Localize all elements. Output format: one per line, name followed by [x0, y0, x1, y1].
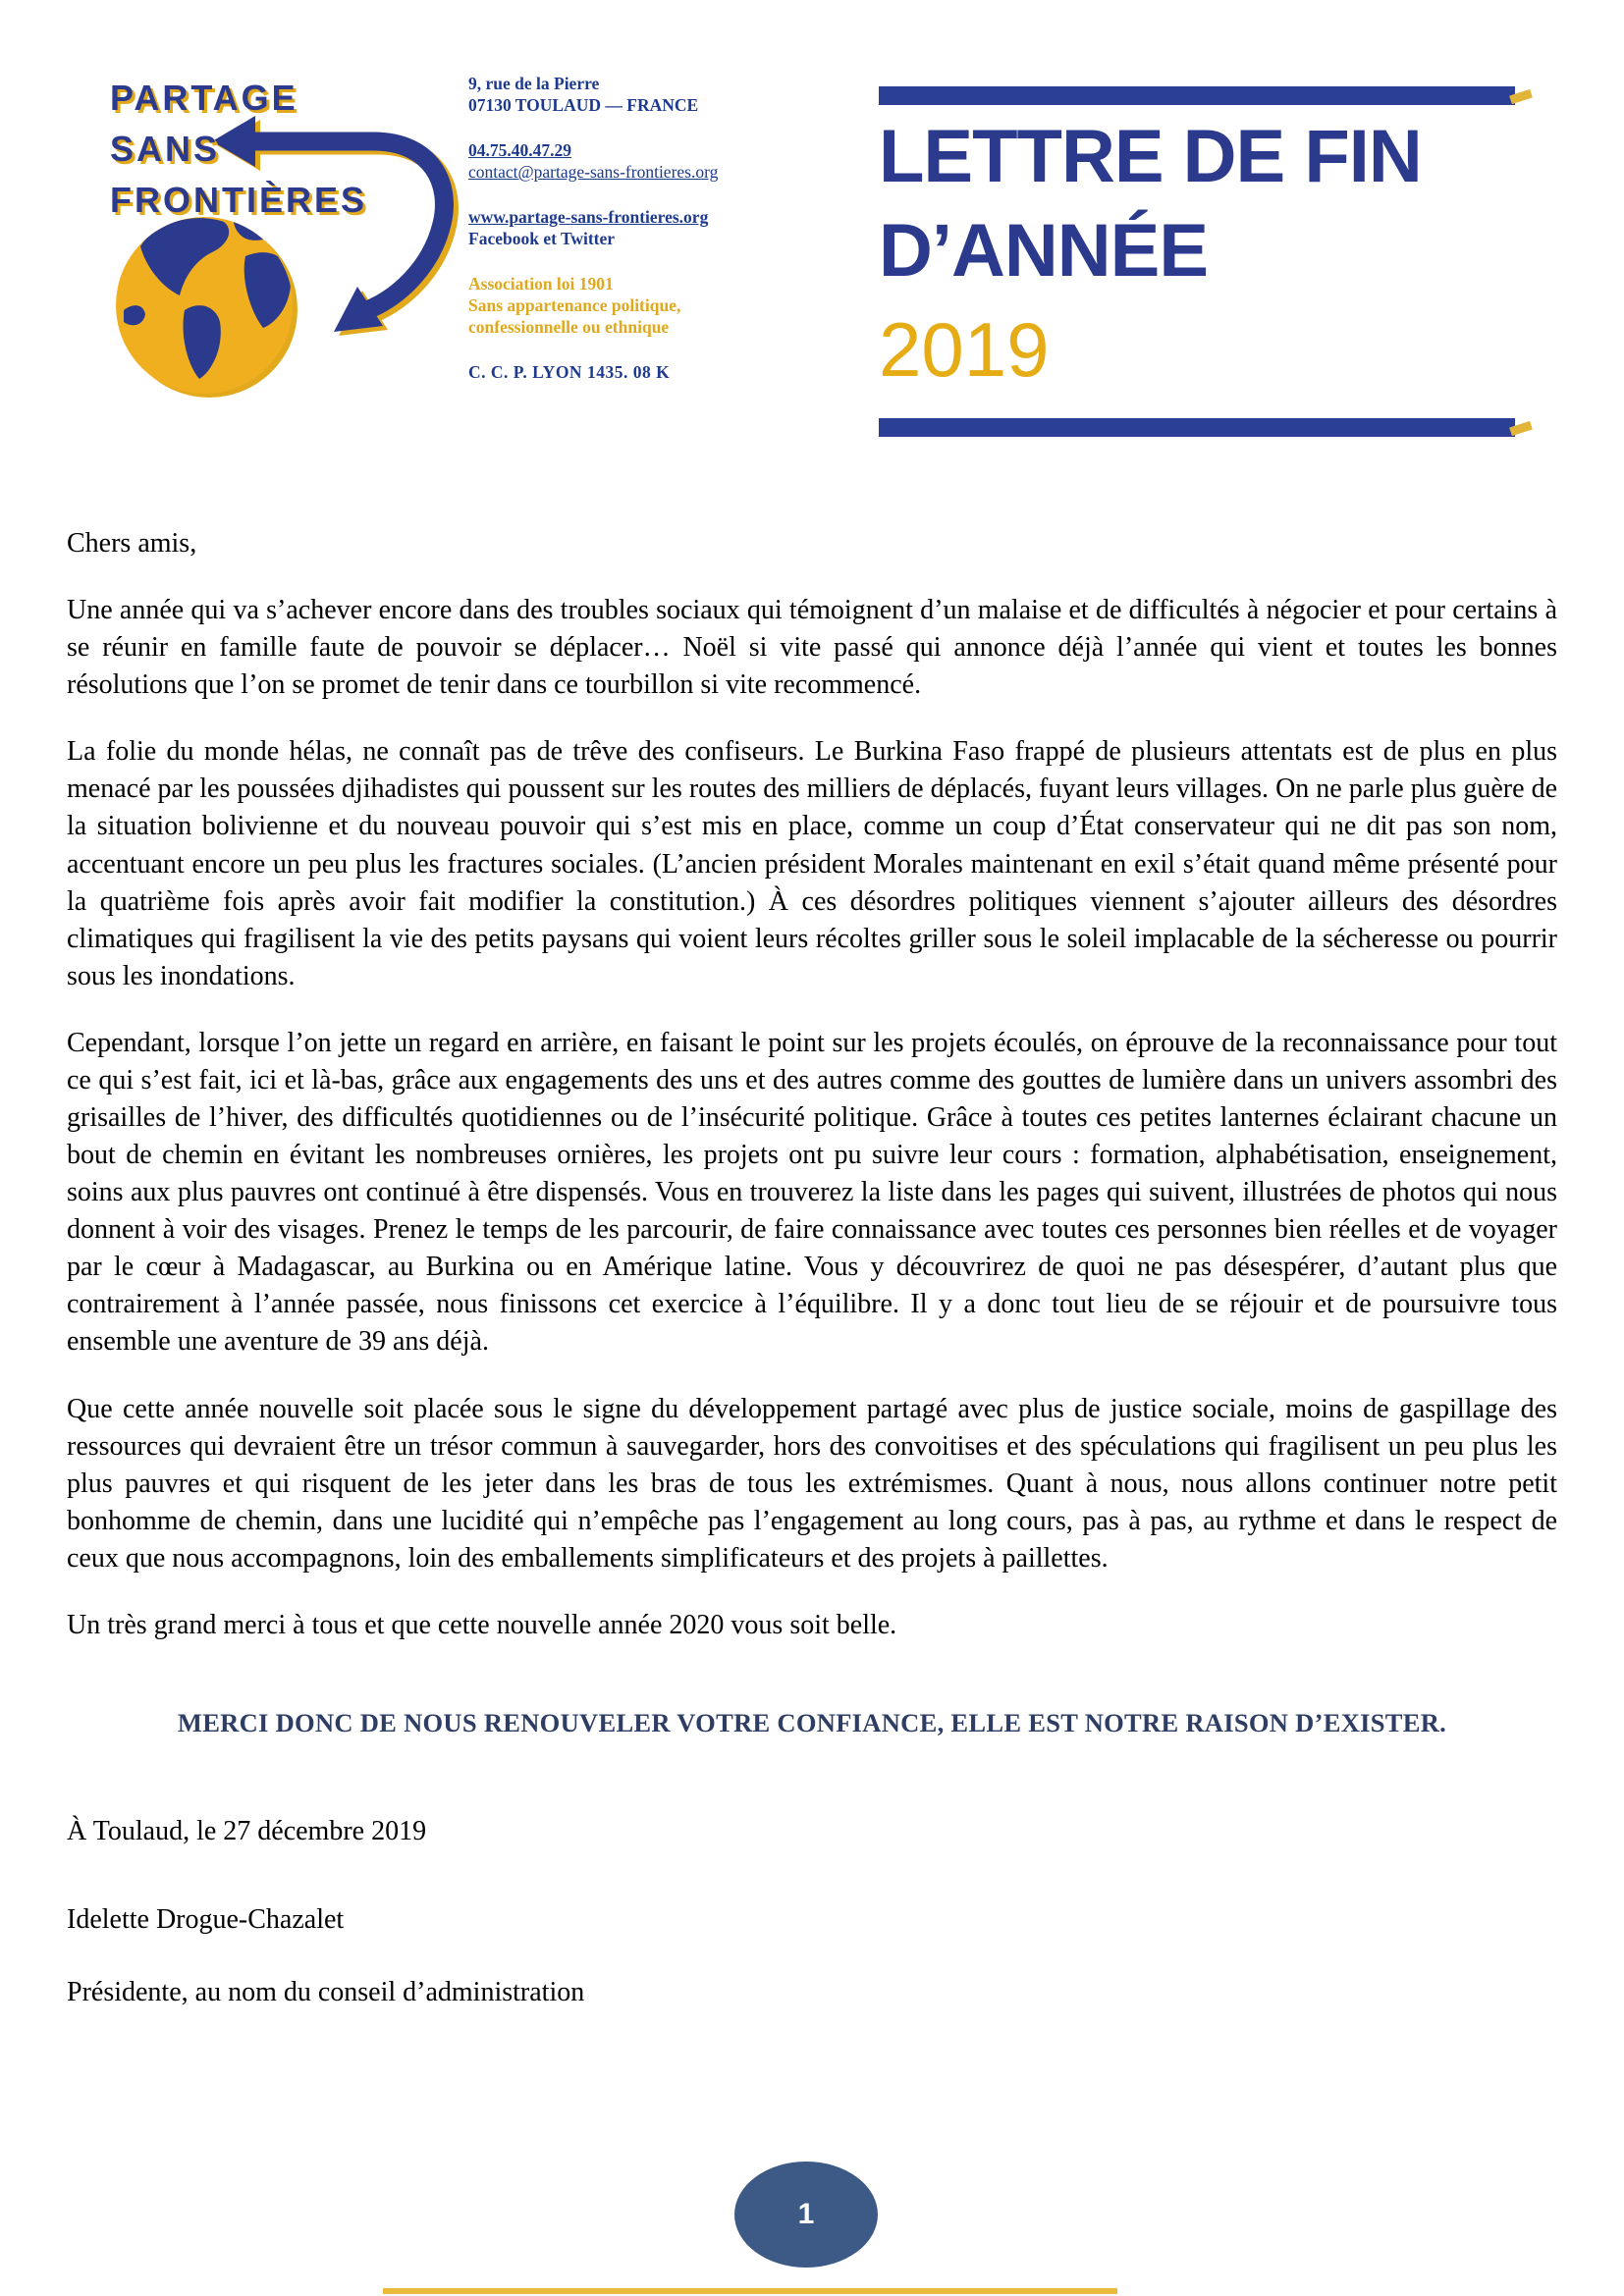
logo-line-2: SANS: [110, 129, 221, 169]
page-number-badge: [734, 2162, 878, 2268]
paragraph-4: Que cette année nouvelle soit placée sous le signe du développement partagé avec plus de justice sociale, moins de gaspillage des ressources qui devraient être un trésor commun à sauvegarder, hors des convoitises et des spéculations qui fragilisent un peu plus les plus pauvres et qui risquent de les jeter dans les bras de tous les extrémismes. Quant à nous, nous allons continuer notre petit bonhomme de chemin, dans une lucidité qui n’empêche pas l’engagement au long cours, pas à pas, au rythme et dans le respect de ceux que nous accompagnons, loin des emballements simplificateurs et des projets à paillettes.: [67, 1393, 1557, 1574]
address-line-1: 9, rue de la Pierre: [468, 74, 600, 93]
paragraph-2: La folie du monde hélas, ne connaît pas de trêve des confiseurs. Le Burkina Faso frappé de plusieurs attentats est de plus en plus menacé par les poussées djihadistes qui poussent sur les routes des milliers de déplacés, fuyant leurs villages. On ne parle plus guère de la situation bolivienne et du nouveau pouvoir qui s’est mis en place, comme un coup d’État conservateur qui ne dit pas son nom, accentuant encore un peu plus les fractures sociales. (L’ancien président Morales maintenant en exil s’était quand même présenté pour la quatrième fois après avoir fait modifier la constitution.) À ces désordres politiques viennent s’ajouter ailleurs des désordres climatiques qui fragilisent la vie des petits paysans qui voient leurs récoltes griller sous le soleil implacable de la sécheresse ou pourrir sous les inondations.: [67, 736, 1557, 991]
email-link[interactable]: contact@partage-sans-frontieres.org: [468, 162, 719, 182]
contact-block: [468, 73, 792, 383]
emphasis-line: MERCI DONC DE NOUS RENOUVELER VOTRE CONFIANCE, ELLE EST NOTRE RAISON D’EXISTER.: [177, 1708, 1447, 1738]
paragraph-1: Une année qui va s’achever encore dans des troubles sociaux qui témoignent d’un malaise et de difficultés à négocier et pour certains à se réunir en famille faute de pouvoir se déplacer… Noël si vite passé qui annonce déjà l’année qui vient et toutes les bonnes résolutions que l’on se promet de tenir dans ce tourbillon si vite recommencé.: [67, 595, 1557, 701]
title-bar-bottom: [879, 418, 1515, 437]
phone-link[interactable]: 04.75.40.47.29: [468, 140, 571, 160]
letter-body: [67, 525, 1557, 2011]
association-line-1: Association loi 1901: [468, 274, 614, 294]
logo-line-3: FRONTIÈRES: [110, 180, 368, 220]
bottom-accent-bar: [383, 2288, 1117, 2294]
paragraph-3: Cependant, lorsque l’on jette un regard en arrière, en faisant le point sur les projets écoulés, on éprouve de la reconnaissance pour tout ce qui s’est fait, ici et là-bas, grâce aux engagements des uns et des autres comme des gouttes de lumière dans un univers assombri des grisailles de l’hiver, des difficultés quotidiennes ou de l’insécurité politique. Grâce à toutes ces petites lanternes éclairant chacune un bout de chemin en évitant les nombreuses ornières, les projets ont pu suivre leur cours : formation, alphabétisation, enseignement, soins aux plus pauvres ont continué à être dispensés. Vous en trouverez la liste dans les pages qui suivent, illustrées de photos qui nous donnent à voir des visages. Prenez le temps de les parcourir, de faire connaissance avec toutes ces personnes bien réelles et de voyager par le cœur à Madagascar, au Burkina ou en Amérique latine. Vous y découvrirez de quoi ne pas désespérer, d’autant plus que contrairement à l’année passée, nous finissons cet exercice à l’équilibre. Il y a donc tout lieu de se réjouir et de poursuivre tous ensemble une aventure de 39 ans déjà.: [67, 1027, 1557, 1358]
signatory-role: Présidente, au nom du conseil d’administration: [67, 1977, 585, 2008]
postal-address: [468, 73, 792, 116]
salutation: Chers amis,: [67, 528, 197, 559]
page-title-line-2: D’ANNÉE: [879, 209, 1209, 293]
address-line-2: 07130 TOULAUD — FRANCE: [468, 95, 699, 115]
social-text: Facebook et Twitter: [468, 229, 616, 248]
logo-line-1: PARTAGE: [110, 78, 298, 118]
title-bar-top: [879, 86, 1515, 105]
logo-wordmark: [110, 73, 367, 226]
association-line-2: Sans appartenance politique,: [468, 295, 681, 315]
association-line-3: confessionnelle ou ethnique: [468, 317, 670, 337]
association-note: [468, 273, 792, 338]
thanks-line: Un très grand merci à tous et que cette nouvelle année 2020 vous soit belle.: [67, 1609, 897, 1640]
globe-icon: [116, 216, 293, 394]
page-number: 1: [797, 2198, 815, 2230]
website-link[interactable]: www.partage-sans-frontieres.org: [468, 207, 709, 227]
signatory-name: Idelette Drogue-Chazalet: [67, 1904, 345, 1936]
date-place: À Toulaud, le 27 décembre 2019: [67, 1816, 427, 1847]
page-title: [879, 110, 1566, 298]
page-title-line-1: LETTRE DE FIN: [879, 115, 1422, 198]
title-year: 2019: [879, 306, 1050, 393]
ccp-number: C. C. P. LYON 1435. 08 K: [468, 362, 671, 382]
